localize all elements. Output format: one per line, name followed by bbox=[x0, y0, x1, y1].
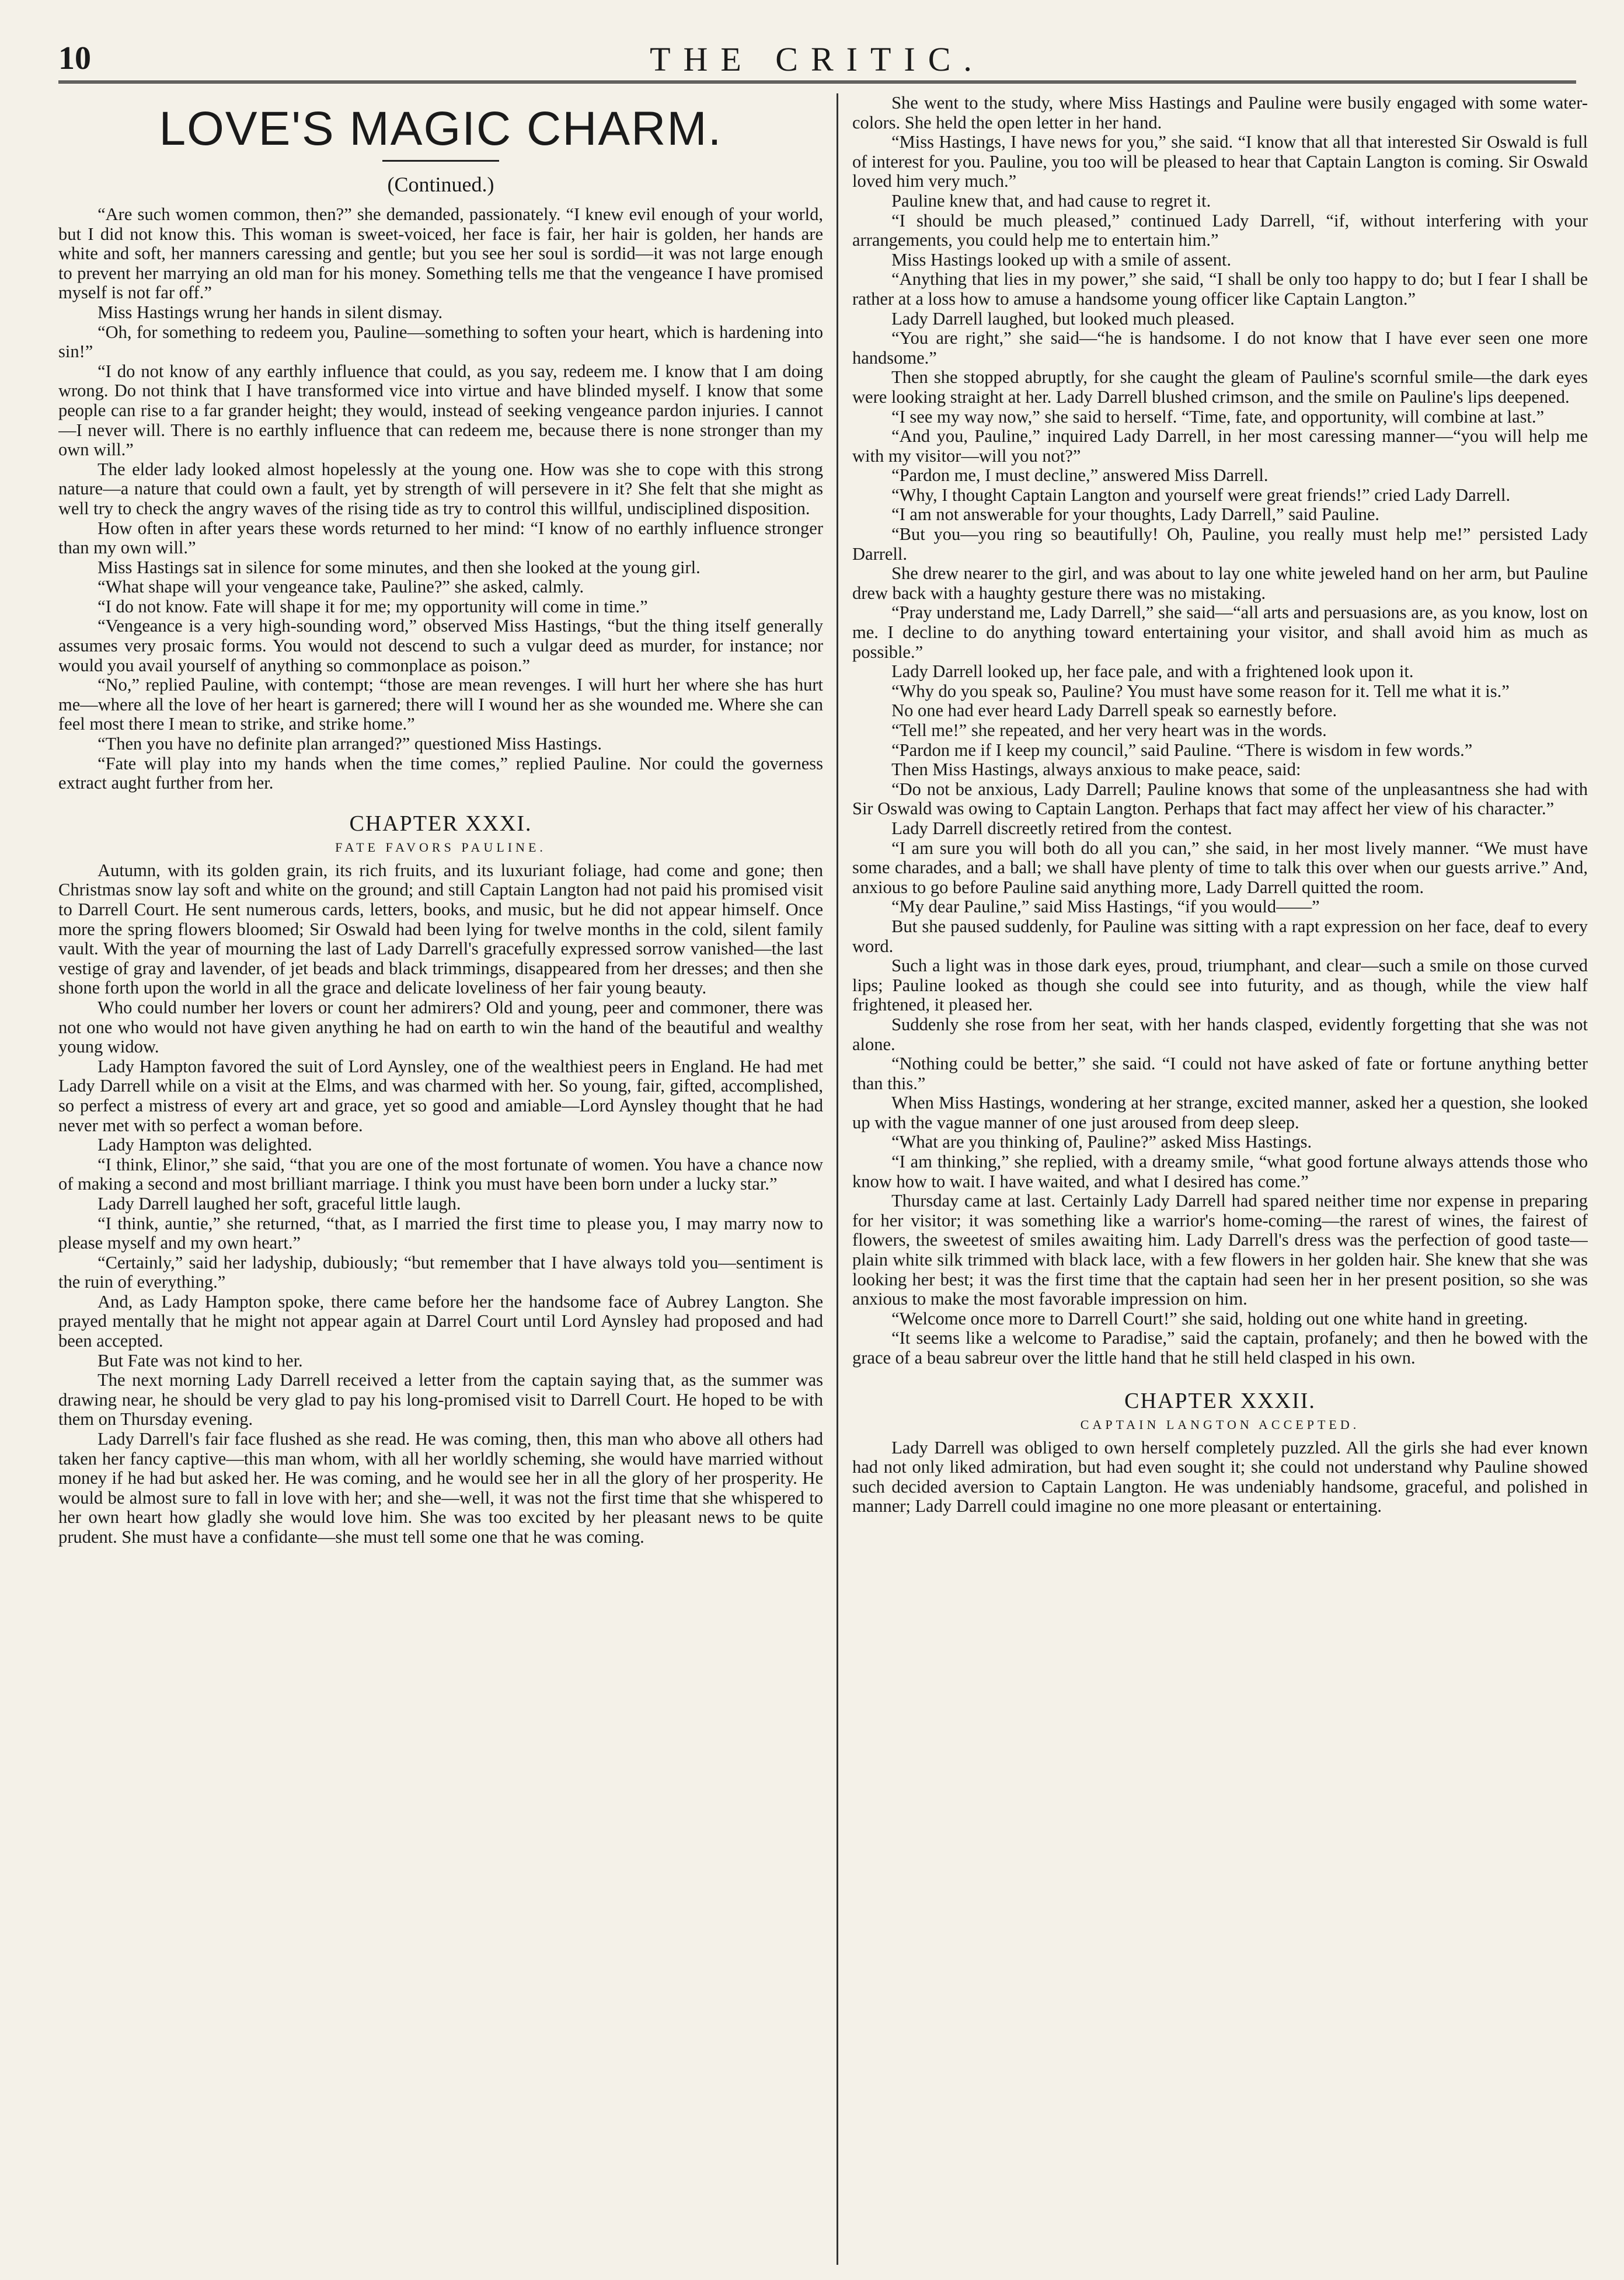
continued-note: (Continued.) bbox=[387, 173, 494, 196]
page-number: 10 bbox=[58, 40, 91, 76]
paragraph: Who could number her lovers or count her admirers? Old and young, peer and commoner, there was not one who would not have given anything he had on earth to win the hand of the beautiful and wealthy young widow. bbox=[58, 997, 823, 1057]
paragraph: “Fate will play into my hands when the time comes,” replied Pauline. Nor could the governess extract aught further from her. bbox=[58, 753, 823, 793]
paragraph: “You are right,” she said—“he is handsome. I do not know that I have ever seen one more handsome.” bbox=[852, 328, 1588, 368]
paragraph: The next morning Lady Darrell received a letter from the captain saying that, as the summer was drawing near, he should be very glad to pay his long-promised visit to Darrell Court. He hoped to be with them on Thursday evening. bbox=[58, 1370, 823, 1430]
paragraph: “Do not be anxious, Lady Darrell; Pauline knows that some of the unpleasantness she had with Sir Oswald was owing to Captain Langton. Perhaps that fact may affect her view of his character.” bbox=[852, 779, 1588, 819]
paragraph: She went to the study, where Miss Hastings and Pauline were busily engaged with some water-colors. She held the open letter in her hand. bbox=[852, 93, 1588, 133]
paragraph: “Tell me!” she repeated, and her very heart was in the words. bbox=[891, 720, 1327, 740]
paragraph: Lady Darrell was obliged to own herself completely puzzled. All the girls she had ever known had not only liked admiration, but had even sought it; she could not understand why Pauline showed such decided aversion to Captain Langton. He was undeniably handsome, graceful, and polished in manner; Lady Darrell could imagine no one more pleasant or entertaining. bbox=[852, 1437, 1588, 1516]
paragraph: Then she stopped abruptly, for she caught the gleam of Pauline's scornful smile—the dark eyes were looking straight at her. Lady Darrell blushed crimson, and the smile on Pauline's lips deepened. bbox=[852, 367, 1588, 407]
right-paragraphs bbox=[852, 93, 1588, 1368]
paragraph: Lady Hampton favored the suit of Lord Aynsley, one of the wealthiest peers in England. He had met Lady Darrell while on a visit at the Elms, and was charmed with her. So young, fair, gifted, accomplished, so perfect a mistress of every art and grace, yet so good and amiable—Lord Aynsley thought that he had never met with so perfect a woman before. bbox=[58, 1056, 823, 1135]
paragraph: “I am sure you will both do all you can,” she said, in her most lively manner. “We must have some charades, and a ball; we shall have plenty of time to talk this over when our guests arrive.” And, anxious to go before Pauline said anything more, Lady Darrell quitted the room. bbox=[852, 838, 1588, 897]
paragraph: Miss Hastings wrung her hands in silent dismay. bbox=[97, 302, 443, 322]
journal-title: THE CRITIC. bbox=[650, 40, 985, 78]
paragraph: “I am not answerable for your thoughts, Lady Darrell,” said Pauline. bbox=[891, 504, 1380, 525]
chapter-heading-32: CHAPTER XXXII. bbox=[1124, 1388, 1316, 1413]
paragraph: Suddenly she rose from her seat, with her hands clasped, evidently forgetting that she was not alone. bbox=[852, 1014, 1588, 1054]
paragraph: “I do not know of any earthly influence that could, as you say, redeem me. I know that I am doing wrong. Do not think that I have transformed vice into virtue and have blinded myself. I know that some people can rise to a far grander height; they would, instead of seeking vengeance pardon injuries. I cannot—I never will. There is no earthly influence that can redeem me, because there is none stronger than my own will.” bbox=[58, 361, 823, 460]
paragraph: “Vengeance is a very high-sounding word,” observed Miss Hastings, “but the thing itself generally assumes very prosaic forms. You would not descend to such a vulgar deed as murder, for instance; nor would you avail yourself of anything so commonplace as poison.” bbox=[58, 616, 823, 675]
title-rule bbox=[382, 160, 499, 162]
paragraph: “Welcome once more to Darrell Court!” she said, holding out one white hand in greeting. bbox=[891, 1308, 1528, 1329]
paragraph: “Nothing could be better,” she said. “I could not have asked of fate or fortune anything better than this.” bbox=[852, 1054, 1588, 1093]
paragraph: “I am thinking,” she replied, with a dreamy smile, “what good fortune always attends those who know how to wait. I have waited, and what I desired has come.” bbox=[852, 1152, 1588, 1191]
paragraph: “What are you thinking of, Pauline?” asked Miss Hastings. bbox=[891, 1132, 1312, 1152]
paragraph: “I think, Elinor,” she said, “that you are one of the most fortunate of women. You have a chance now of making a second and most brilliant marriage. I think you must have been born under a lucky star.” bbox=[58, 1154, 823, 1194]
paragraph: “I do not know. Fate will shape it for me; my opportunity will come in time.” bbox=[97, 596, 648, 616]
paragraph: How often in after years these words returned to her mind: “I know of no earthly influence stronger than my own will.” bbox=[58, 518, 823, 558]
header-rule bbox=[58, 81, 1576, 83]
paragraph: She drew nearer to the girl, and was about to lay one white jeweled hand on her arm, but Pauline drew back with a haughty gesture there was no mistaking. bbox=[852, 563, 1588, 603]
chapter-subtitle-31: FATE FAVORS PAULINE. bbox=[335, 839, 546, 855]
paragraph: Lady Darrell laughed her soft, graceful little laugh. bbox=[97, 1193, 461, 1214]
paragraph: “Why, I thought Captain Langton and yourself were great friends!” cried Lady Darrell. bbox=[891, 484, 1511, 505]
paragraph: Lady Hampton was delighted. bbox=[97, 1135, 312, 1155]
chapter-31-paragraphs bbox=[58, 861, 823, 1547]
paragraph: Lady Darrell laughed, but looked much pleased. bbox=[891, 308, 1235, 329]
paragraph: “I should be much pleased,” continued Lady Darrell, “if, without interfering with your arrangements, you could help me to entertain him.” bbox=[852, 210, 1588, 250]
paragraph: “Oh, for something to redeem you, Pauline—something to soften your heart, which is hardening into sin!” bbox=[58, 322, 823, 362]
paragraph: “Pray understand me, Lady Darrell,” she said—“all arts and persuasions are, as you know, lost on me. I decline to do anything toward entertaining your visitor, and shall avoid him as much as possible.” bbox=[852, 602, 1588, 662]
left-column bbox=[58, 93, 823, 2271]
left-paragraphs bbox=[58, 205, 823, 793]
story-title: LOVE'S MAGIC CHARM. bbox=[159, 102, 723, 155]
paragraph: “I see my way now,” she said to herself. “Time, fate, and opportunity, will combine at last.” bbox=[891, 406, 1545, 427]
paragraph: The elder lady looked almost hopelessly at the young one. How was she to cope with this strong nature—a nature that could own a fault, yet by strength of will persevere in it? She felt that she might as well try to check the angry waves of the rising tide as try to control this willful, undisciplined disposition. bbox=[58, 459, 823, 518]
paragraph: “I think, auntie,” she returned, “that, as I married the first time to please you, I may marry now to please myself and my own heart.” bbox=[58, 1213, 823, 1253]
chapter-subtitle-32: CAPTAIN LANGTON ACCEPTED. bbox=[1080, 1417, 1360, 1432]
paragraph: But she paused suddenly, for Pauline was sitting with a rapt expression on her face, deaf to every word. bbox=[852, 916, 1588, 956]
paragraph: “No,” replied Pauline, with contempt; “those are mean revenges. I will hurt her where she has hurt me—where all the love of her heart is garnered; there will I wound her as she wounded me. Where she can feel most there I mean to strike, and strike home.” bbox=[58, 675, 823, 734]
paragraph: “Pardon me if I keep my council,” said Pauline. “There is wisdom in few words.” bbox=[891, 740, 1473, 760]
paragraph: “My dear Pauline,” said Miss Hastings, “if you would——” bbox=[891, 897, 1320, 917]
paragraph: “But you—you ring so beautifully! Oh, Pauline, you really must help me!” persisted Lady Darrell. bbox=[852, 524, 1588, 564]
paragraph: When Miss Hastings, wondering at her strange, excited manner, asked her a question, she looked up with the vague manner of one just aroused from deep sleep. bbox=[852, 1093, 1588, 1132]
paragraph: And, as Lady Hampton spoke, there came before her the handsome face of Aubrey Langton. She prayed mentally that he might not appear again at Darrel Court until Lord Aynsley had proposed and had been accepted. bbox=[58, 1291, 823, 1351]
paragraph: “What shape will your vengeance take, Pauline?” she asked, calmly. bbox=[97, 577, 584, 597]
paragraph: Autumn, with its golden grain, its rich fruits, and its luxuriant foliage, had come and gone; then Christmas snow lay soft and white on the ground; and still Captain Langton had not paid his promised visit to Darrell Court. He sent numerous cards, letters, books, and music, but he did not appear himself. Once more the spring flowers bloomed; Sir Oswald had been lying for twelve months in the cold, silent family vault. With the year of mourning the last of Lady Darrell's gracefully expressed sorrow vanished—the last vestige of gray and lavender, of jet beads and black trimmings, disappeared from her dresses; and then she shone forth upon the world in all the grace and delicate loveliness of her fair young beauty. bbox=[58, 860, 823, 998]
paragraph: Such a light was in those dark eyes, proud, triumphant, and clear—such a smile on those curved lips; Pauline looked as though she could see into futurity, and as though, while the view half frightened, it pleased her. bbox=[852, 956, 1588, 1015]
paragraph: “Miss Hastings, I have news for you,” she said. “I know that all that interested Sir Oswald is full of interest for you. Pauline, you too will be pleased to hear that Captain Langton is coming. Sir Oswald loved him very much.” bbox=[852, 132, 1588, 191]
paragraph: Miss Hastings sat in silence for some minutes, and then she looked at the young girl. bbox=[97, 557, 701, 577]
paragraph: “Certainly,” said her ladyship, dubiously; “but remember that I have always told you—sentiment is the ruin of everything.” bbox=[58, 1252, 823, 1292]
paragraph: “And you, Pauline,” inquired Lady Darrell, in her most caressing manner—“you will help me with my visitor—will you not?” bbox=[852, 426, 1588, 466]
paragraph: “Then you have no definite plan arranged?” questioned Miss Hastings. bbox=[97, 734, 602, 754]
page-header bbox=[58, 40, 1576, 81]
chapter-32-paragraphs bbox=[852, 1438, 1588, 1516]
paragraph: No one had ever heard Lady Darrell speak so earnestly before. bbox=[891, 700, 1337, 721]
paragraph: Miss Hastings looked up with a smile of assent. bbox=[891, 249, 1232, 270]
paragraph: Lady Darrell looked up, her face pale, and with a frightened look upon it. bbox=[891, 661, 1414, 682]
paragraph: “Are such women common, then?” she demanded, passionately. “I knew evil enough of your world, but I did not know this. This woman is sweet-voiced, her face is fair, her hair is golden, her hands are white and soft, her manners caressing and gentle; but you see her soul is sordid—it was not large enough to prevent her marrying an old man for his money. Something tells me that the vengeance I have promised myself is not far off.” bbox=[58, 204, 823, 303]
chapter-heading-31: CHAPTER XXXI. bbox=[349, 811, 532, 836]
paragraph: Pauline knew that, and had cause to regret it. bbox=[891, 190, 1211, 211]
paragraph: Lady Darrell's fair face flushed as she read. He was coming, then, this man who above all others had taken her fancy captive—this man whom, with all her worldly scheming, she would have married without money if he had but asked her. He was coming, and he would see her in all the glory of her prosperity. He would be almost sure to fall in love with her; and she—well, it was not the first time that she whispered to her own heart how gladly she would love him. She was too excited by her pleasant news to be quite prudent. She must have a confidante—she must tell some one that he was coming. bbox=[58, 1429, 823, 1547]
paragraph: Then Miss Hastings, always anxious to make peace, said: bbox=[891, 759, 1301, 780]
paragraph: But Fate was not kind to her. bbox=[97, 1350, 303, 1371]
right-column bbox=[852, 93, 1588, 2271]
paragraph: “It seems like a welcome to Paradise,” said the captain, profanely; and then he bowed with the grace of a beau sabreur over the little hand that he still held clasped in his own. bbox=[852, 1328, 1588, 1368]
paragraph: Lady Darrell discreetly retired from the contest. bbox=[891, 818, 1232, 838]
paragraph: “Anything that lies in my power,” she said, “I shall be only too happy to do; but I fear I shall be rather at a loss how to amuse a handsome young officer like Captain Langton.” bbox=[852, 269, 1588, 309]
paragraph: “Pardon me, I must decline,” answered Miss Darrell. bbox=[891, 465, 1268, 486]
paragraph: Thursday came at last. Certainly Lady Darrell had spared neither time nor expense in preparing for her visitor; it was something like a warrior's home-coming—the rarest of wines, the fairest of flowers, the sweetest of smiles awaiting him. Lady Darrell's dress was the perfection of good taste—plain white silk trimmed with black lace, with a few flowers in her golden hair. She knew that she was looking her best; it was the first time that the captain had seen her in her present position, so she was anxious to make the most favorable impression on him. bbox=[852, 1191, 1588, 1309]
paragraph: “Why do you speak so, Pauline? You must have some reason for it. Tell me what it is.” bbox=[891, 681, 1510, 701]
column-divider bbox=[837, 93, 838, 2265]
